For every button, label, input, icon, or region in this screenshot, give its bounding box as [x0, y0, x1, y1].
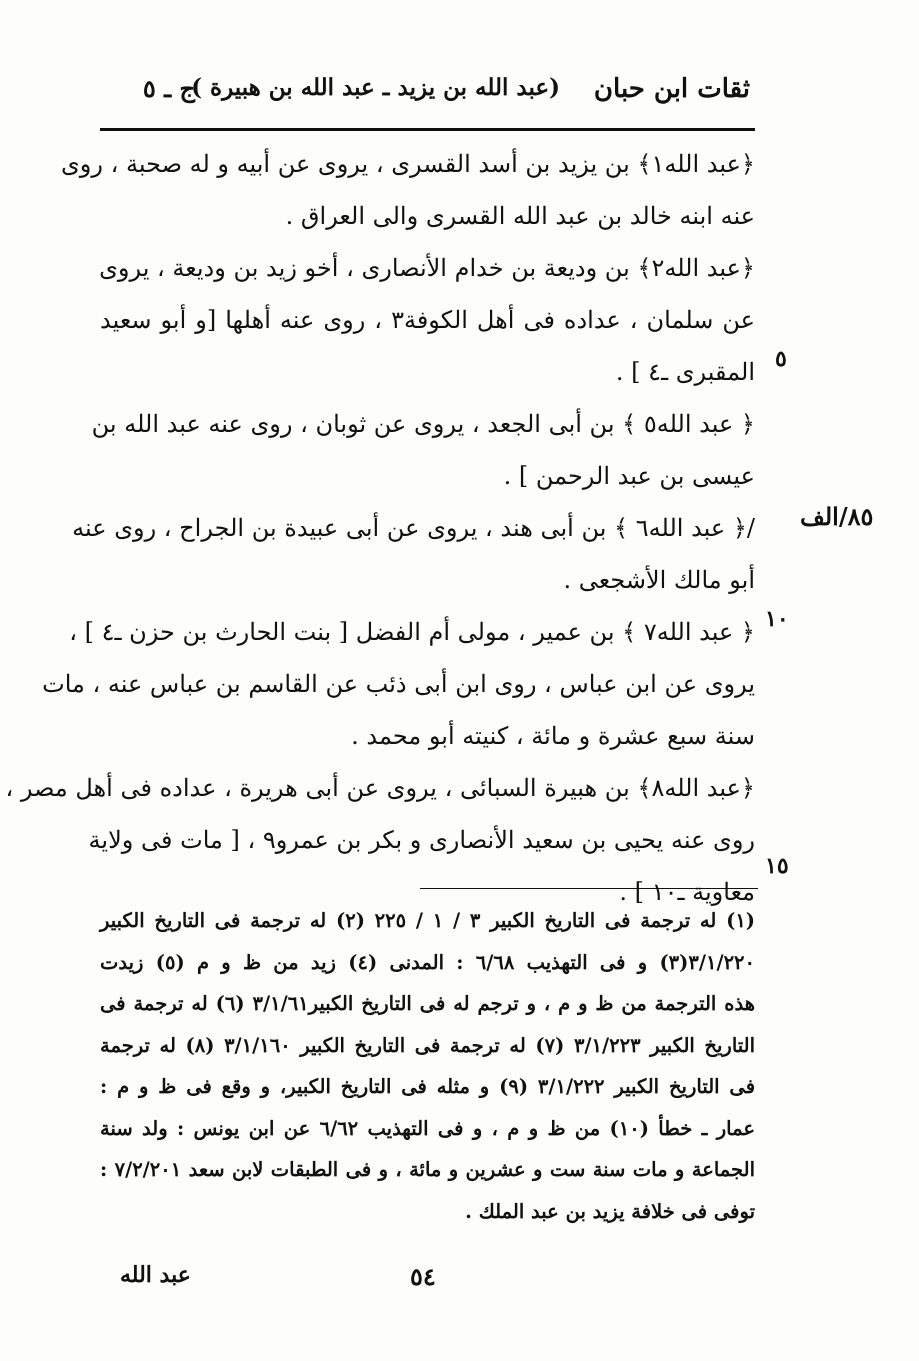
footnote-line: الجماعة و مات سنة ست و عشرين و مائة ، و فى الطبقات لابن سعد ٧/٢/٢٠١ : [100, 1158, 755, 1181]
text-line: عيسى بن عبد الرحمن ] . [503, 462, 755, 490]
main-text [5, 138, 755, 918]
text-line: يروى عن ابن عباس ، روى ابن أبى ذئب عن القاسم بن عباس عنه ، مات [42, 670, 755, 698]
text-line: ﴿ عبد الله٥ ﴾ بن أبى الجعد ، يروى عن ثوبان ، روى عنه عبد الله بن [91, 410, 755, 438]
running-header [100, 70, 750, 114]
line-number-5: ٥ [775, 346, 787, 372]
text-line: ﴿عبد الله١﴾ بن يزيد بن أسد القسرى ، يروى عن أبيه و له صحبة ، روى [61, 150, 755, 178]
line-number-15: ١٥ [765, 853, 789, 879]
text-line: عنه ابنه خالد بن عبد الله القسرى والى العراق . [285, 202, 755, 230]
text-line: ﴿عبد الله٢﴾ بن وديعة بن خدام الأنصارى ، أخو زيد بن وديعة ، يروى [99, 254, 755, 282]
text-line: ﴿ عبد الله٧ ﴾ بن عمير ، مولى أم الفضل [ بنت الحارث بن حزن ـ٤ ] ، [69, 618, 755, 646]
footnote-line: هذه الترجمة من ظ و م ، و ترجم له فى التاريخ الكبير٣/١/٦١ (٦) له ترجمة فى [100, 992, 755, 1015]
footnotes [100, 900, 755, 1232]
text-line: روى عنه يحيى بن سعيد الأنصارى و بكر بن عمرو٩ ، [ مات فى ولاية [88, 826, 755, 854]
footnote-line: توفى فى خلافة يزيد بن عبد الملك . [465, 1199, 755, 1223]
header-rule [100, 128, 755, 131]
footnote-line: فى التاريخ الكبير ٣/١/٢٢٢ (٩) و مثله فى التاريخ الكبير، و وقع فى ظ و م : [100, 1075, 756, 1098]
footnote-line: (١) له ترجمة فى التاريخ الكبير ٣ / ١ / ٢٢٥ (٢) له ترجمة فى التاريخ الكبير [100, 909, 756, 932]
footnote-line: التاريخ الكبير ٣/١/٢٢٣ (٧) له ترجمة فى التاريخ الكبير ٣/١/١٦٠ (٨) له ترجمة [100, 1033, 756, 1057]
part-number: ج ـ ٥ [142, 74, 195, 103]
text-line: ﴿عبد الله٨﴾ بن هبيرة السبائى ، يروى عن أبى هريرة ، عداده فى أهل مصر ، [5, 774, 755, 802]
footnote-rule [420, 888, 758, 889]
footnote-line: عمار ـ خطأ (١٠) من ظ و م ، و فى التهذيب ٦/٦٢ عن ابن يونس : ولد سنة [100, 1116, 755, 1140]
line-number-10: ١٠ [765, 606, 789, 632]
page-number: ٥٤ [410, 1262, 436, 1291]
text-line: معاوية ـ١٠ ] . [619, 878, 755, 906]
folio-marker: ٨٥/الف [800, 502, 874, 531]
catchword: عبد الله [120, 1262, 191, 1288]
text-line: سنة سبع عشرة و مائة ، كنيته أبو محمد . [351, 722, 755, 750]
text-line: أبو مالك الأشجعى . [563, 566, 755, 594]
footnote-line: ٣/١/٢٢٠(٣) و فى التهذيب ٦/٦٨ : المدنى (٤) زيد من ظ و م (٥) زيدت [100, 950, 756, 974]
text-line: المقبرى ـ٤ ] . [615, 358, 755, 386]
text-line: عن سلمان ، عداده فى أهل الكوفة٣ ، روى عنه أهلها [و أبو سعيد [100, 306, 755, 334]
text-line: /﴿ عبد الله٦ ﴾ بن أبى هند ، يروى عن أبى عبيدة بن الجراح ، روى عنه [72, 514, 755, 542]
section-range: (عبد الله بن يزيد ـ عبد الله بن هبيرة ) [191, 74, 560, 101]
book-title: ثقات ابن حبان [593, 74, 750, 104]
